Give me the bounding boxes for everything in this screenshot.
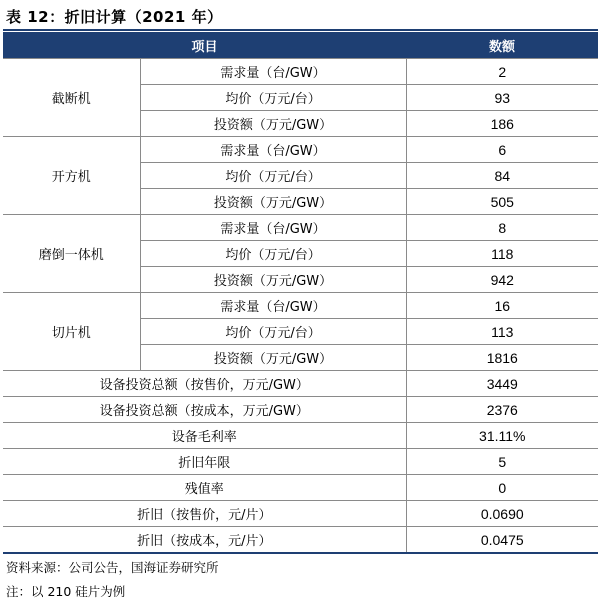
row-label: 需求量（台/GW） [140, 137, 406, 163]
summary-row [3, 501, 598, 527]
summary-label: 折旧（按成本，元/片） [3, 527, 406, 554]
row-value: 16 [406, 293, 598, 319]
summary-label: 残值率 [3, 475, 406, 501]
row-value: 8 [406, 215, 598, 241]
summary-row [3, 475, 598, 501]
summary-label: 设备毛利率 [3, 423, 406, 449]
row-label: 投资额（万元/GW） [140, 345, 406, 371]
summary-value: 3449 [406, 371, 598, 397]
category-cell: 磨倒一体机 [3, 215, 140, 293]
row-value: 113 [406, 319, 598, 345]
row-label: 均价（万元/台） [140, 85, 406, 111]
table-row [3, 59, 598, 85]
row-label: 需求量（台/GW） [140, 215, 406, 241]
footnotes [6, 556, 219, 604]
summary-value: 0 [406, 475, 598, 501]
row-value: 118 [406, 241, 598, 267]
row-label: 均价（万元/台） [140, 241, 406, 267]
summary-label: 折旧年限 [3, 449, 406, 475]
header-item: 项目 [3, 32, 406, 59]
title-underline [3, 29, 598, 31]
row-label: 投资额（万元/GW） [140, 189, 406, 215]
table-row [3, 293, 598, 319]
summary-row [3, 527, 598, 554]
row-value: 505 [406, 189, 598, 215]
summary-row [3, 449, 598, 475]
row-value: 84 [406, 163, 598, 189]
summary-value: 5 [406, 449, 598, 475]
summary-label: 设备投资总额（按售价，万元/GW） [3, 371, 406, 397]
row-label: 需求量（台/GW） [140, 293, 406, 319]
row-value: 186 [406, 111, 598, 137]
row-value: 6 [406, 137, 598, 163]
remark-note: 注：以 210 硅片为例 [6, 584, 126, 599]
summary-value: 0.0475 [406, 527, 598, 554]
category-cell: 开方机 [3, 137, 140, 215]
summary-value: 2376 [406, 397, 598, 423]
summary-row [3, 371, 598, 397]
header-value: 数额 [406, 32, 598, 59]
summary-label: 折旧（按售价，元/片） [3, 501, 406, 527]
summary-label: 设备投资总额（按成本，万元/GW） [3, 397, 406, 423]
table-title: 表 12：折旧计算（2021 年） [6, 8, 223, 26]
row-value: 2 [406, 59, 598, 85]
category-cell: 切片机 [3, 293, 140, 371]
row-value: 1816 [406, 345, 598, 371]
row-label: 需求量（台/GW） [140, 59, 406, 85]
row-value: 942 [406, 267, 598, 293]
summary-value: 0.0690 [406, 501, 598, 527]
summary-row [3, 423, 598, 449]
row-value: 93 [406, 85, 598, 111]
summary-value: 31.11% [406, 423, 598, 449]
table-row [3, 137, 598, 163]
row-label: 投资额（万元/GW） [140, 267, 406, 293]
row-label: 均价（万元/台） [140, 319, 406, 345]
depreciation-table [3, 32, 598, 554]
row-label: 均价（万元/台） [140, 163, 406, 189]
summary-row [3, 397, 598, 423]
row-label: 投资额（万元/GW） [140, 111, 406, 137]
header-row [3, 32, 598, 59]
table-row [3, 215, 598, 241]
source-note: 资料来源：公司公告，国海证券研究所 [6, 560, 219, 575]
category-cell: 截断机 [3, 59, 140, 137]
